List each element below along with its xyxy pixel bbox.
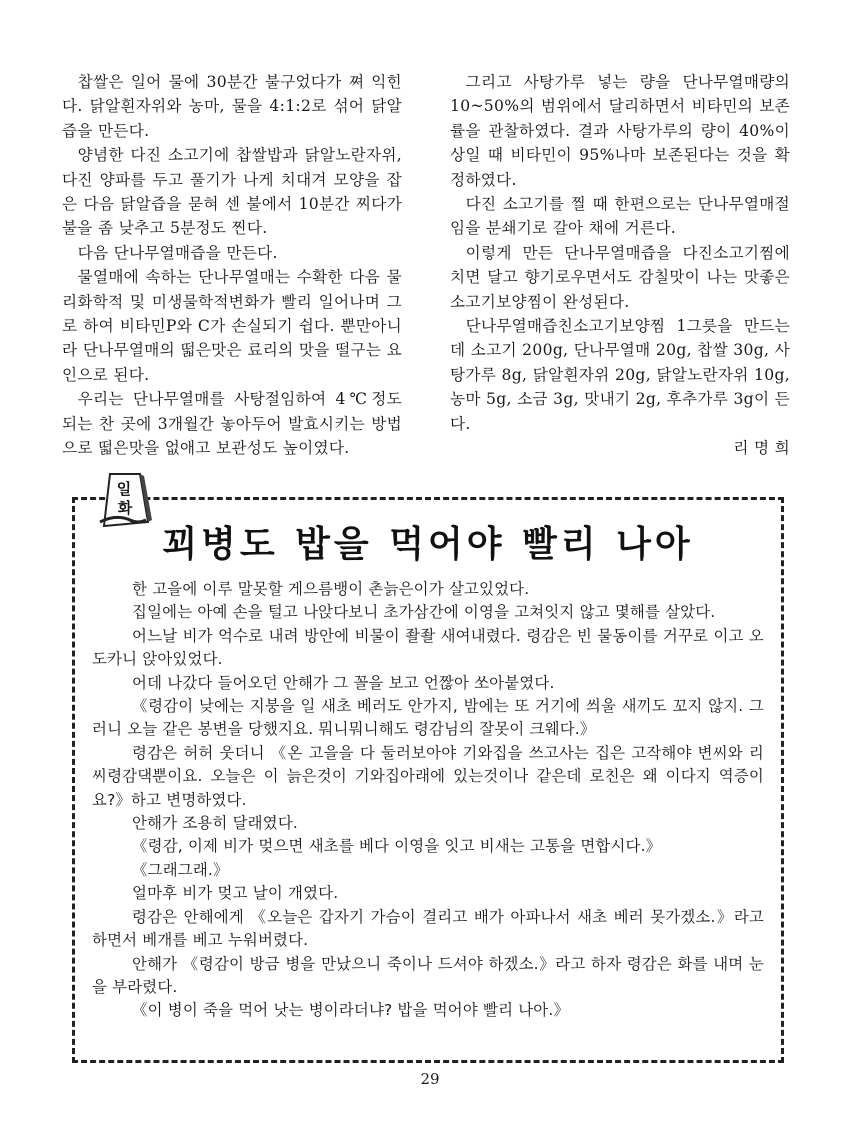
story-body bbox=[92, 578, 764, 1023]
story-paragraph: 안해가 조용히 달래였다. bbox=[132, 814, 298, 833]
story-paragraph: 얼마후 비가 멎고 날이 개였다. bbox=[132, 884, 339, 903]
story-paragraph: 령감은 안해에게 《오늘은 갑자기 가슴이 결리고 배가 아파나서 새초 베러 못가겠소.》라고 하면서 베개를 베고 누워버렸다. bbox=[92, 907, 764, 950]
left-column bbox=[62, 70, 402, 461]
badge-char-1: 일 bbox=[116, 480, 132, 498]
story-paragraph: 《령감이 낮에는 지붕을 일 새초 베러도 안가지, 밤에는 또 거기에 씌울 새끼도 꼬지 않지. 그러니 오늘 같은 봉변을 당했지요. 뭐니뭐니해도 령감님의 잘못이 크웨다.》 bbox=[92, 697, 764, 739]
story-paragraph: 안해가 《령감이 방금 병을 만났으니 죽이나 드셔야 하겠소.》라고 하자 령감은 화를 내며 눈을 부라렸다. bbox=[92, 954, 764, 996]
left-paragraph: 다음 단나무열매즙을 만든다. bbox=[77, 243, 278, 262]
story-paragraph: 한 고을에 이루 말못할 게으름뱅이 촌늙은이가 살고있었다. bbox=[132, 580, 530, 598]
left-paragraph: 양념한 다진 소고기에 찹쌀밥과 닭알노란자위, 다진 양파를 두고 풀기가 나게 치대겨 모양을 잡은 다음 닭알즙을 묻혀 센 불에서 10분간 찌다가 불을 좀 낮추고 5분정도 찐다. bbox=[62, 146, 402, 238]
badge-char-2: 화 bbox=[117, 499, 133, 517]
left-paragraph: 물열매에 속하는 단나무열매는 수확한 다음 물리화학적 및 미생물학적변화가 빨리 일어나며 그로 하여 비타민P와 C가 손실되기 쉽다. 뿐만아니라 단나무열매의 떫은맛은 료리의 맛을 떨구는 요인으로 된다. bbox=[62, 268, 402, 384]
author-name: 리 명 희 bbox=[733, 439, 790, 458]
story-paragraph: 《그래그래.》 bbox=[132, 860, 229, 879]
story-paragraph: 《이 병이 죽을 먹어 낫는 병이라더냐? 밥을 먹어야 빨리 나아.》 bbox=[132, 1001, 570, 1020]
story-paragraph: 령감은 허허 웃더니 《온 고을을 다 둘러보아야 기와집을 쓰고사는 집은 고작해야 변씨와 리씨령감댁뿐이요. 오늘은 이 늙은것이 기와집아래에 있는것이나 같은데 로친은 왜 이다지 역증이요?》하고 변명하였다. bbox=[92, 743, 764, 809]
story-paragraph: 《령감, 이제 비가 멎으면 새초를 베다 이영을 잇고 비새는 고통을 면합시다.》 bbox=[132, 837, 662, 856]
right-column bbox=[450, 70, 790, 461]
left-paragraph: 찹쌀은 일어 물에 30분간 불구었다가 쪄 익힌다. 닭알흰자위와 농마, 물을 4:1:2로 섞어 닭알즙을 만든다. bbox=[62, 73, 402, 140]
right-paragraph: 이렇게 만든 단나무열매즙을 다진소고기찜에 치면 달고 향기로우면서도 감칠맛이 나는 맛좋은 소고기보양찜이 완성된다. bbox=[450, 243, 790, 311]
right-paragraph: 단나무열매즙친소고기보양찜 1그릇을 만드는데 소고기 200g, 단나무열매 20g, 찹쌀 30g, 사탕가루 8g, 닭알흰자위 20g, 닭알노란자위 10g, 농마 5g, 소금 3g, 맛내기 2g, 후추가루 3g이 든다. bbox=[450, 317, 790, 433]
story-title: 꾀병도 밥을 먹어야 빨리 나아 bbox=[162, 524, 694, 565]
page-number: 29 bbox=[420, 1070, 440, 1088]
story-paragraph: 어데 나갔다 들어오던 안해가 그 꼴을 보고 언짢아 쏘아붙였다. bbox=[132, 673, 555, 692]
story-paragraph: 어느날 비가 억수로 내려 방안에 비물이 좔좔 새여내렸다. 령감은 빈 물동이를 거꾸로 이고 오도카니 앉아있었다. bbox=[92, 626, 764, 669]
story-paragraph: 집일에는 아예 손을 털고 나앉다보니 초가삼간에 이영을 고쳐잇지 않고 몇해를 살았다. bbox=[132, 603, 716, 622]
left-paragraph: 우리는 단나무열매를 사탕절임하여 4℃정도 되는 찬 곳에 3개월간 놓아두어 발효시키는 방법으로 떫은맛을 없애고 보관성도 높이였다. bbox=[62, 390, 402, 458]
right-paragraph: 그리고 사탕가루 넣는 량을 단나무열매량의 10~50%의 범위에서 달리하면서 비타민의 보존률을 관찰하였다. 결과 사탕가루의 량이 40%이상일 때 비타민이 95%나마 보존된다는 것을 확정하였다. bbox=[450, 73, 790, 189]
right-paragraph: 다진 소고기를 찔 때 한편으로는 단나무열매절임을 분쇄기로 갈아 채에 거른다. bbox=[450, 195, 790, 238]
